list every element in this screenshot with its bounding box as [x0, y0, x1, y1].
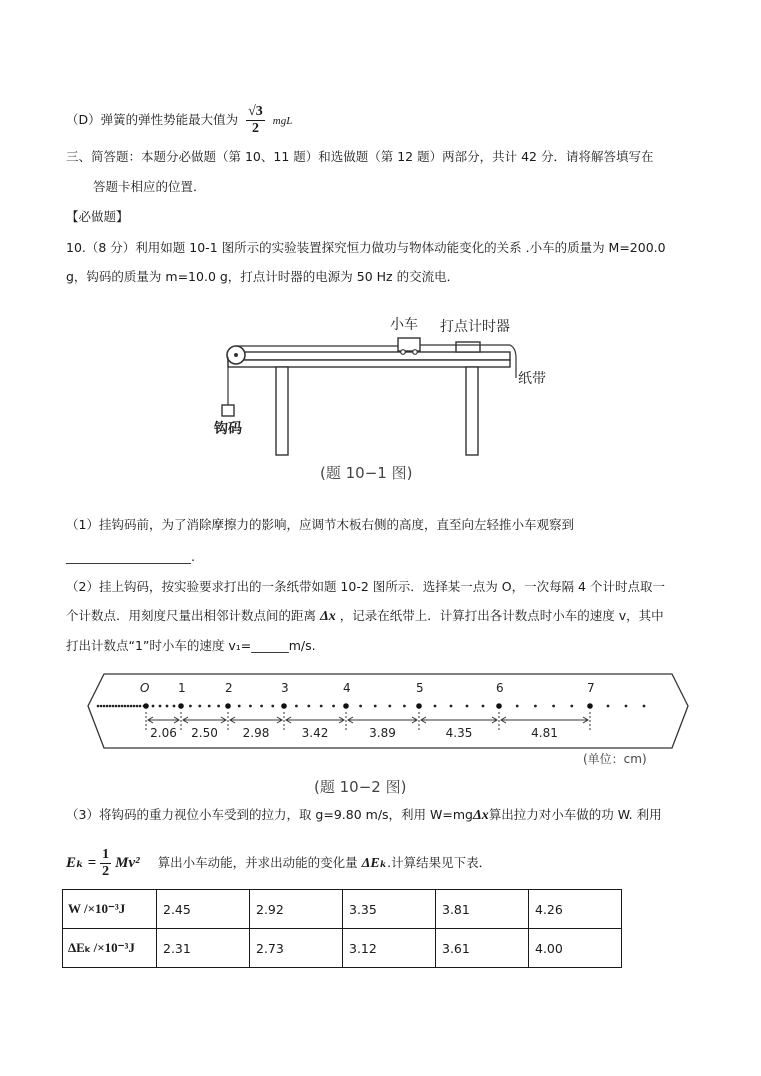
table-row-delta-ek [63, 929, 622, 968]
timer-dot [217, 705, 220, 708]
timer-dot [166, 705, 169, 708]
count-point [178, 703, 184, 709]
ek-fraction [100, 847, 111, 880]
figure-10-2 [78, 668, 698, 798]
timer-dot [403, 705, 406, 708]
distance-label: 4.35 [445, 726, 473, 740]
table-cell: 2.73 [250, 929, 343, 968]
count-point-label: 7 [587, 681, 595, 695]
timer-dot [482, 705, 485, 708]
timer-dot [570, 705, 573, 708]
count-point [496, 703, 502, 709]
distance-label: 2.06 [150, 726, 177, 740]
timer-dot [374, 705, 377, 708]
timer-dot [516, 705, 519, 708]
part1-text: （1）挂钩码前，为了消除摩擦力的影响，应调节木板右侧的高度，直至向左轻推小车观察到 [66, 517, 574, 532]
timer-dot [643, 705, 646, 708]
timer-dot [607, 705, 610, 708]
timer-dot [249, 705, 252, 708]
timer-dot [173, 705, 176, 708]
option-d [66, 104, 292, 137]
table-row-work [63, 890, 622, 929]
table-leg-left [276, 367, 288, 455]
timer-dot [450, 705, 453, 708]
timer-dot [189, 705, 192, 708]
count-point-label: 5 [416, 681, 424, 695]
count-point-label: 2 [225, 681, 233, 695]
distance-label: 2.50 [191, 726, 218, 740]
distance-label: 2.98 [242, 726, 270, 740]
label-cart: 小车 [390, 317, 418, 333]
table-cell: 4.00 [529, 929, 622, 968]
timer-dot [260, 705, 263, 708]
row-header-delta-ek: ΔEₖ /×10⁻³J [63, 929, 157, 968]
timer-dot [159, 705, 162, 708]
delta-ek: ΔEₖ [361, 856, 388, 871]
timer-dot [208, 705, 211, 708]
timer-dot [332, 705, 335, 708]
ek-fraction-den: 2 [102, 864, 110, 879]
board [228, 352, 510, 360]
option-d-expr: mgL [272, 115, 293, 127]
option-d-fraction [246, 104, 265, 137]
option-d-fraction-num: √3 [248, 104, 263, 119]
part3-line1b: 算出拉力对小车做的功 W. 利用 [488, 807, 662, 822]
label-weight: 钩码 [214, 421, 242, 437]
timer-dot [295, 705, 298, 708]
timer-dot [307, 705, 310, 708]
option-d-label: （D）弹簧的弹性势能最大值为 [66, 112, 239, 127]
section3-line1: 三、简答题：本题分必做题（第 10、11 题）和选做题（第 12 题）两部分，共计 42 分．请将解答填写在 [66, 149, 654, 164]
table-cell: 2.45 [157, 890, 250, 929]
results-table [62, 889, 622, 968]
unit-note: (单位：cm) [583, 752, 647, 766]
timer-dot [238, 705, 241, 708]
timer-dot [434, 705, 437, 708]
table-cell: 2.92 [250, 890, 343, 929]
label-tape: 纸带 [518, 371, 546, 387]
part2-line2a: 个计数点．用刻度尺量出相邻计数点间的距离 [66, 608, 317, 623]
timer-dot [625, 705, 628, 708]
part3-line2b: .计算结果见下表． [387, 855, 492, 870]
ek-formula-right: Mv² [115, 855, 140, 871]
part3-delta-x: Δx [472, 808, 489, 823]
distance-label: 4.81 [531, 726, 558, 740]
count-point-label: 3 [281, 681, 289, 695]
table-cell: 3.61 [436, 929, 529, 968]
timer-dot [320, 705, 323, 708]
row-header-work: W /×10⁻³J [63, 890, 157, 929]
part3-line1a: （3）将钩码的重力视位小车受到的拉力，取 g=9.80 m/s，利用 W=mg [66, 807, 473, 822]
count-point-label: 1 [178, 681, 186, 695]
count-point-label: 4 [343, 681, 351, 695]
table-cell: 3.81 [436, 890, 529, 929]
part2-line2b: ，记录在纸带上．计算打出各计数点时小车的速度 v，其中 [339, 608, 664, 623]
section3-line2: 答题卡相应的位置． [93, 179, 206, 194]
part2-line3: 打出计数点“1”时小车的速度 v₁=______m/s. [66, 638, 316, 653]
timer-dot [466, 705, 469, 708]
count-point-label: O [140, 681, 150, 695]
part3-line2 [66, 846, 491, 881]
pulley-axle [234, 353, 238, 357]
timer-dot [152, 705, 155, 708]
count-point [343, 703, 349, 709]
q10-line2: g，钩码的质量为 m=10.0 g，打点计时器的电源为 50 Hz 的交流电． [66, 269, 460, 284]
table-top [228, 360, 510, 367]
timer-dot [552, 705, 555, 708]
figure-10-1 [210, 308, 546, 488]
ek-formula-left: Eₖ = [66, 855, 97, 871]
distance-label: 3.42 [301, 726, 329, 740]
timer-dot [388, 705, 391, 708]
table-leg-right [466, 367, 478, 455]
distance-label: 3.89 [369, 726, 396, 740]
count-point [281, 703, 287, 709]
timer [456, 342, 480, 352]
figure2-caption: (题 10−2 图) [314, 778, 407, 796]
required-header: 【必做题】 [66, 209, 129, 224]
table-cell: 4.26 [529, 890, 622, 929]
count-point [416, 703, 422, 709]
count-point [143, 703, 149, 709]
delta-x: Δx [320, 609, 336, 624]
table-cell: 3.35 [343, 890, 436, 929]
part3-line1 [66, 806, 662, 825]
part2-line2 [66, 607, 664, 626]
cart [398, 338, 420, 351]
timer-dot [198, 705, 201, 708]
hook-weight [222, 405, 234, 416]
timer-dot [534, 705, 537, 708]
ek-fraction-num: 1 [102, 847, 110, 862]
timer-dot [271, 705, 274, 708]
count-point-label: 6 [496, 681, 504, 695]
label-timer: 打点计时器 [440, 319, 510, 335]
part3-line2a: 算出小车动能，并求出动能的变化量 [157, 855, 358, 870]
option-d-fraction-den: 2 [251, 121, 259, 136]
count-point [587, 703, 593, 709]
timer-dot [359, 705, 362, 708]
part1-answer-line[interactable]: ____________________. [66, 549, 195, 564]
table-cell: 3.12 [343, 929, 436, 968]
table-cell: 2.31 [157, 929, 250, 968]
count-point [225, 703, 231, 709]
q10-line1: 10.（8 分）利用如题 10-1 图所示的实验装置探究恒力做功与物体动能变化的关系 .小车的质量为 M=200.0 [66, 240, 666, 255]
figure1-caption: (题 10−1 图) [320, 464, 413, 482]
part2-line1: （2）挂上钩码，按实验要求打出的一条纸带如题 10-2 图所示．选择某一点为 O，一次每隔 4 个计时点取一 [66, 579, 665, 594]
